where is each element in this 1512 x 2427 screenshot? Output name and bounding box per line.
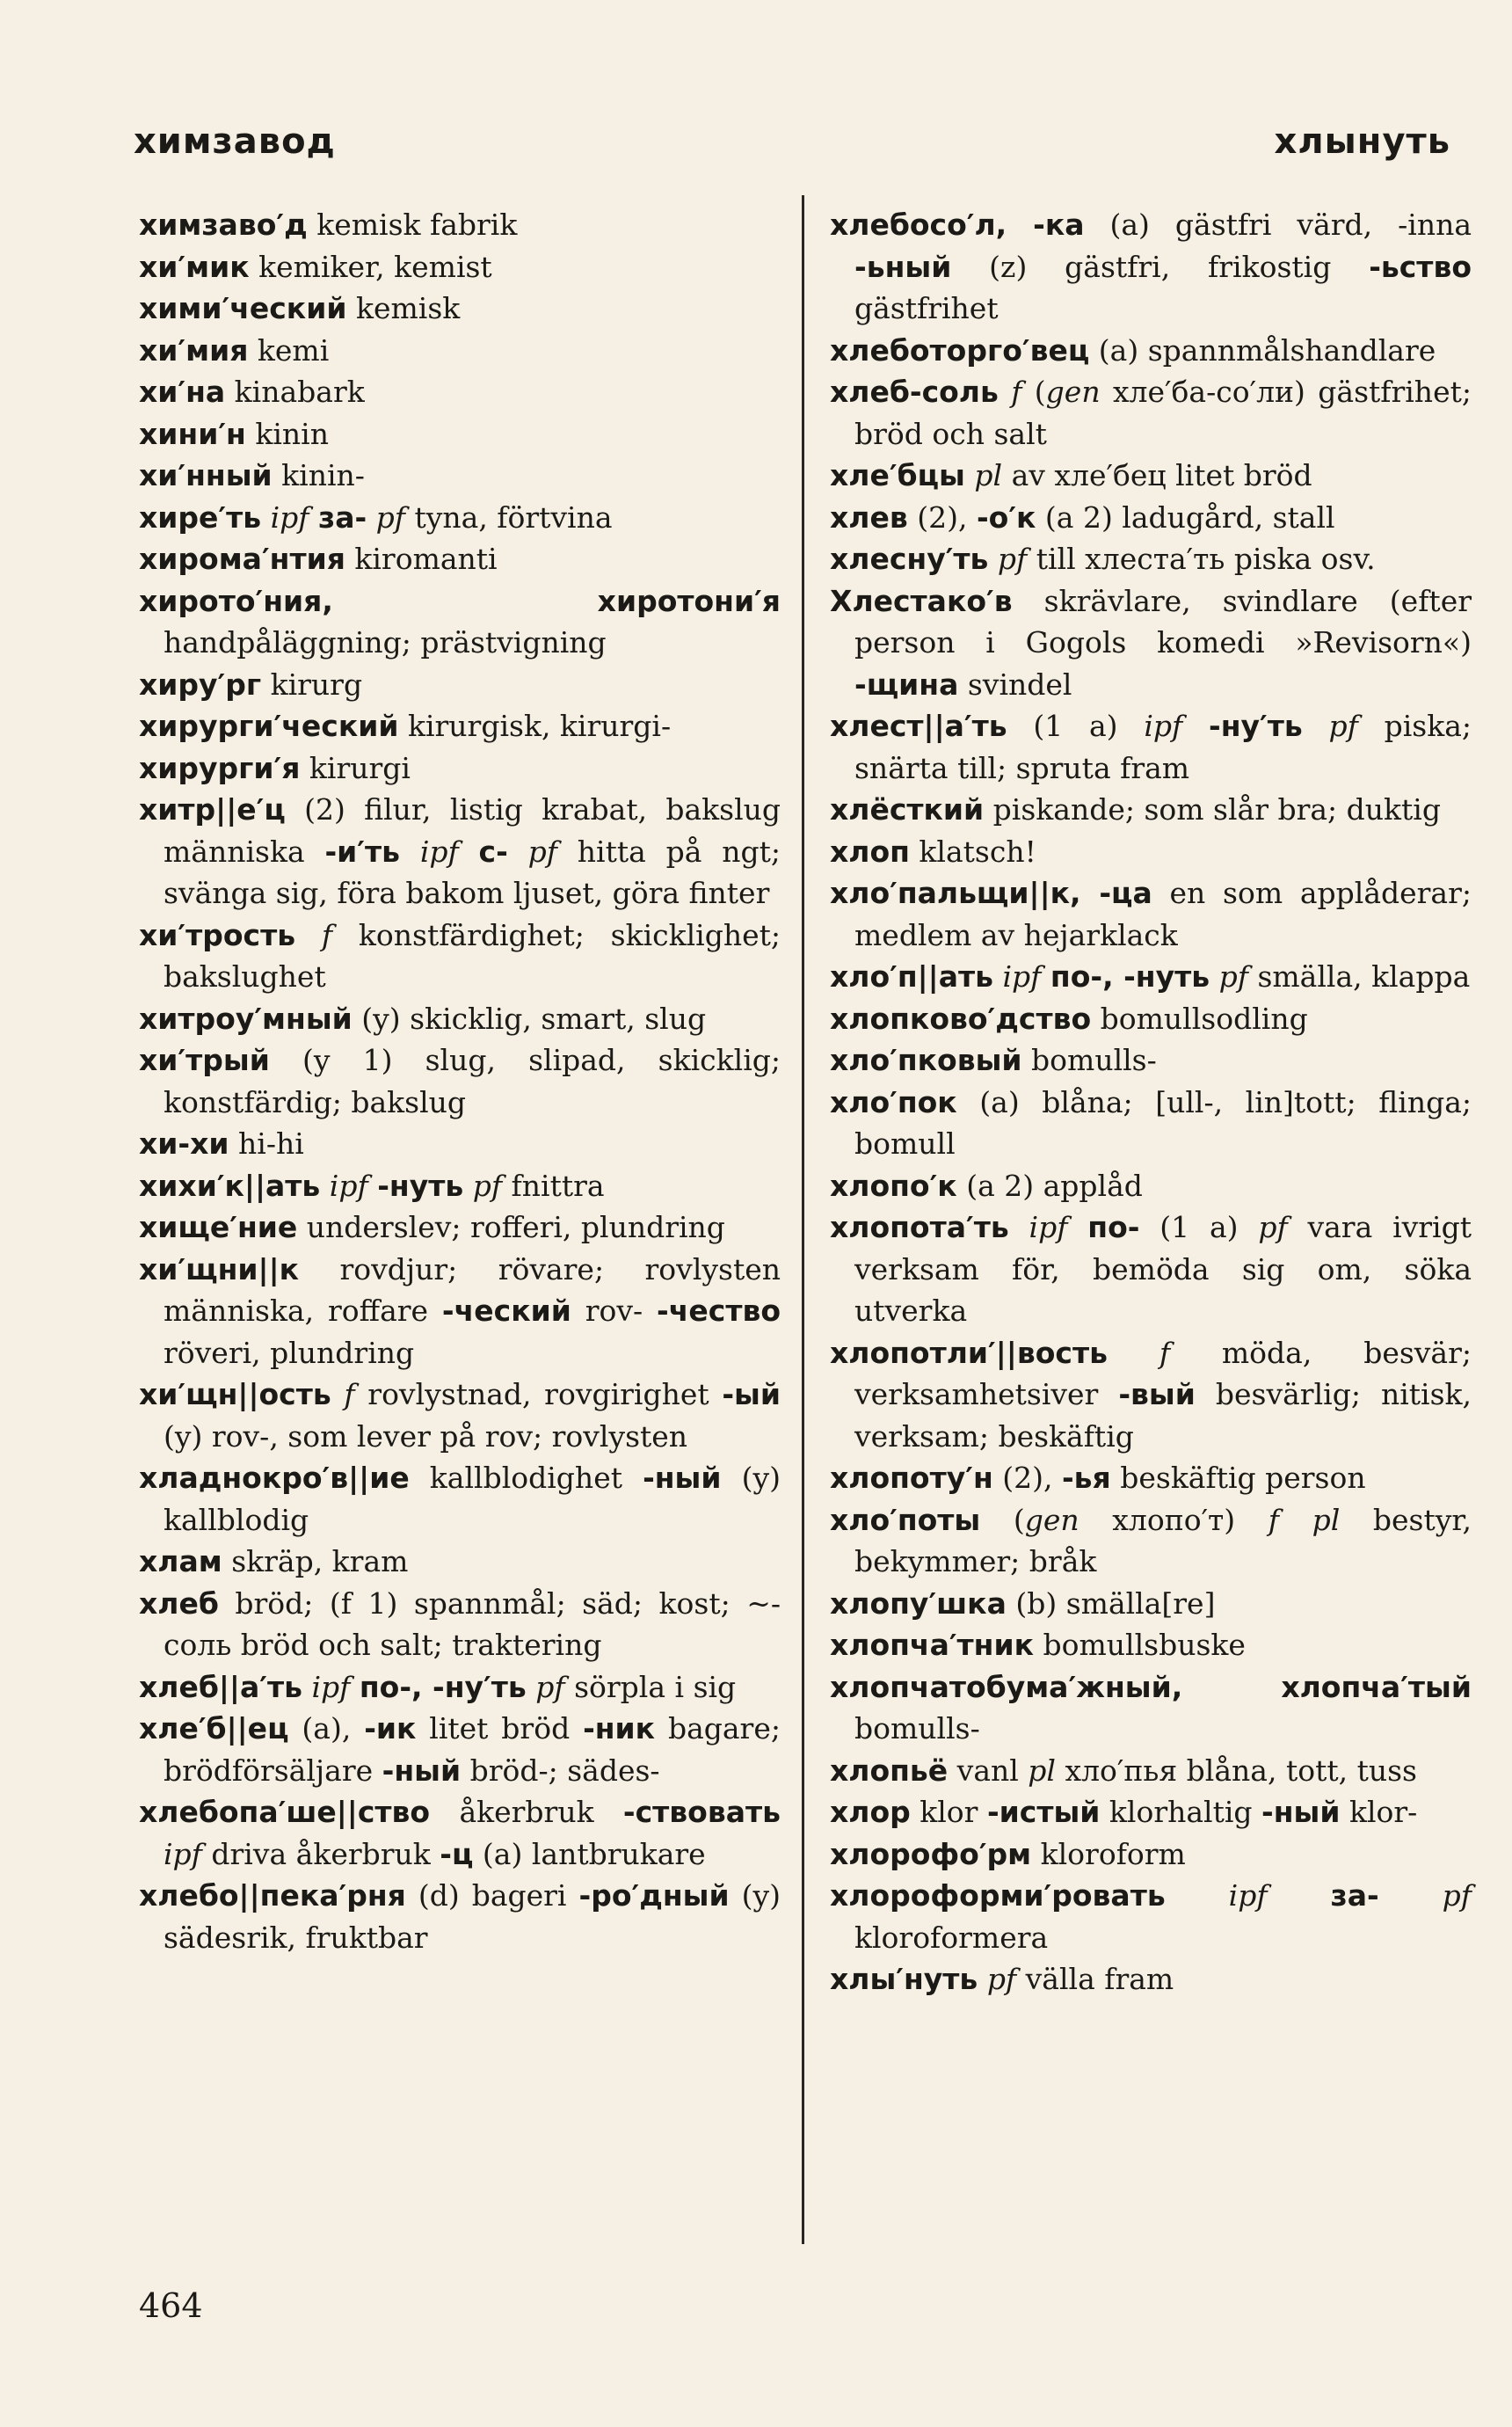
definition-text: rovdjur; rövare; rovlysten människa, roffare xyxy=(164,1251,781,1328)
dictionary-entry xyxy=(830,1165,1472,1207)
definition-text xyxy=(978,1962,987,1996)
headword: хло′пковый xyxy=(830,1043,1022,1077)
headword: хладнокро′в||ие xyxy=(139,1461,410,1495)
definition-text: handpåläggning; prästvigning xyxy=(164,625,607,660)
dictionary-entry xyxy=(139,1165,781,1207)
right-column xyxy=(830,204,1472,2001)
page-number: 464 xyxy=(139,2286,203,2325)
dictionary-entry xyxy=(830,497,1472,539)
dictionary-entry xyxy=(139,1374,781,1457)
definition-text xyxy=(367,500,376,535)
dictionary-entry xyxy=(139,998,781,1040)
grammar-label: gen xyxy=(1024,1502,1079,1537)
headword: хло′п||ать xyxy=(830,959,993,994)
dictionary-entry xyxy=(830,455,1472,497)
grammar-label: pf xyxy=(527,834,557,869)
definition-text xyxy=(1009,1210,1029,1244)
definition-text: (y) skicklig, smart, slug xyxy=(352,1001,707,1036)
definition-text: tyna, förtvina xyxy=(405,499,613,535)
definition-text: kemisk fabrik xyxy=(307,208,518,242)
headword: -нуть xyxy=(377,1168,464,1203)
definition-text: kemisk xyxy=(346,291,461,325)
definition-text: kemiker, kemist xyxy=(249,249,492,284)
dictionary-entry xyxy=(830,1875,1472,1958)
headword: хлорофо′рм xyxy=(830,1836,1032,1871)
definition-text: (2), xyxy=(907,499,977,535)
dictionary-entry xyxy=(830,998,1472,1040)
dictionary-entry xyxy=(139,413,781,456)
definition-text: (y) kallblodig xyxy=(164,1461,781,1537)
headword: -ц xyxy=(440,1836,474,1871)
definition-text: bomullsbuske xyxy=(1034,1628,1246,1662)
headword: хлеб||а′ть xyxy=(139,1669,302,1704)
dictionary-entry xyxy=(139,915,781,998)
headword: хлебопа′ше||ство xyxy=(139,1795,431,1829)
definition-text xyxy=(1067,1210,1087,1244)
grammar-label: ipf xyxy=(419,834,459,869)
definition-text: driva åkerbruk xyxy=(201,1836,440,1871)
headword: хлев xyxy=(830,499,908,535)
dictionary-entry xyxy=(830,1039,1472,1082)
headword: по-, -нуть xyxy=(1050,959,1210,994)
definition-text xyxy=(999,375,1011,409)
dictionary-entry xyxy=(139,538,781,580)
grammar-label: pl xyxy=(1028,1753,1056,1788)
dictionary-entry xyxy=(139,330,781,372)
headword: хлам xyxy=(139,1544,222,1578)
definition-text xyxy=(350,1670,360,1704)
definition-text: vara ivrigt verksam för, bemöda sig om, söka utverka xyxy=(854,1210,1472,1328)
definition-text: kirurg xyxy=(261,667,363,702)
definition-text: (y) rov-, som lever på rov; rovlysten xyxy=(164,1418,688,1454)
definition-text: litet bröd xyxy=(416,1711,584,1746)
definition-text: beskäftig person xyxy=(1110,1461,1366,1495)
definition-text xyxy=(1379,1878,1443,1913)
headword: -истый xyxy=(986,1795,1101,1829)
dictionary-entry xyxy=(830,1624,1472,1666)
definition-text: piskande; som slår bra; duktig xyxy=(984,792,1441,827)
definition-text xyxy=(1303,709,1329,743)
definition-text xyxy=(295,918,322,952)
headword: Хлестако′в xyxy=(830,583,1013,618)
headword: хлоп xyxy=(830,834,910,869)
definition-text: hi-hi xyxy=(229,1126,304,1161)
definition-text xyxy=(320,1169,330,1203)
dictionary-entry xyxy=(139,1708,781,1791)
definition-text: ( xyxy=(1021,375,1046,409)
dictionary-entry xyxy=(139,246,781,288)
dictionary-entry xyxy=(830,1082,1472,1165)
definition-text: kemi xyxy=(248,332,330,368)
definition-text: välla fram xyxy=(1016,1962,1174,1996)
definition-text: (2) filur, listig krabat, bakslug människa xyxy=(164,792,781,869)
dictionary-entry xyxy=(830,204,1472,330)
headword: хлы′нуть xyxy=(830,1962,978,1996)
headword: хихи′к||ать xyxy=(139,1168,321,1203)
headword: хлороформи′ровать xyxy=(830,1878,1166,1913)
dictionary-entry xyxy=(139,664,781,706)
definition-text: kallblodighet xyxy=(409,1461,643,1495)
grammar-label: ipf xyxy=(1228,1878,1268,1913)
definition-text: kinin- xyxy=(272,458,365,492)
headword: хлопьё xyxy=(830,1753,949,1788)
dictionary-entry xyxy=(830,1206,1472,1332)
headword: -чество xyxy=(657,1294,781,1328)
headword: -ный xyxy=(382,1753,462,1788)
definition-text: ( xyxy=(980,1502,1025,1537)
grammar-label: f xyxy=(1159,1335,1171,1370)
headword: хи′щни||к xyxy=(139,1251,300,1286)
definition-text: piska; snärta till; spruta fram xyxy=(854,709,1472,785)
dictionary-entry xyxy=(830,1332,1472,1458)
definition-text: kinabark xyxy=(225,375,365,409)
dictionary-entry xyxy=(139,1791,781,1875)
definition-text xyxy=(459,835,479,869)
headword: хлопчатобума′жный, хлопча′тый xyxy=(830,1669,1472,1704)
dictionary-entry xyxy=(139,789,781,915)
definition-text: klatsch! xyxy=(909,834,1036,869)
grammar-label: pf xyxy=(1218,959,1248,994)
headword: хлопо′к xyxy=(830,1168,957,1203)
definition-text: (a) lantbrukare xyxy=(473,1836,706,1871)
dictionary-entry xyxy=(139,1206,781,1249)
headword: хлор xyxy=(830,1795,911,1829)
definition-text: fnittra xyxy=(502,1168,605,1203)
headword: -щина xyxy=(854,667,959,702)
headword: хитр||е′ц xyxy=(139,792,286,827)
headword: хирурги′я xyxy=(139,750,301,785)
definition-text: (a) gästfri värd, -inna xyxy=(1084,208,1472,242)
grammar-label: ipf xyxy=(270,499,309,535)
definition-text: хлопо′т) xyxy=(1079,1502,1268,1537)
definition-text: (y) sädesrik, fruktbar xyxy=(164,1878,781,1955)
grammar-label: pf xyxy=(472,1168,503,1203)
definition-text: kirurgi xyxy=(300,750,411,785)
definition-text: bestyr, bekymmer; bråk xyxy=(854,1502,1472,1578)
headword: -ьство xyxy=(1369,249,1472,284)
definition-text xyxy=(1182,709,1209,743)
grammar-label: pf xyxy=(1328,709,1358,743)
headword: хлесну′ть xyxy=(830,542,989,576)
definition-text: klor xyxy=(910,1795,987,1829)
definition-text: av хле′бец litet bröd xyxy=(1002,458,1312,492)
headword: хими′ческий xyxy=(139,291,347,325)
grammar-label: ipf xyxy=(1029,1210,1068,1244)
headword: хлопота′ть xyxy=(830,1210,1009,1244)
dictionary-entry xyxy=(139,371,781,413)
headword: -ческий xyxy=(441,1294,571,1328)
definition-text: besvärlig; nitisk, verksam; beskäftig xyxy=(854,1377,1472,1454)
definition-text xyxy=(302,1670,312,1704)
headword: -ник xyxy=(583,1711,656,1746)
dictionary-entry xyxy=(830,1958,1472,2001)
definition-text: rov- xyxy=(571,1294,658,1328)
definition-text: bomullsodling xyxy=(1091,1001,1308,1036)
headword: химзаво′д xyxy=(139,208,308,242)
headword: хирурги′ческий xyxy=(139,709,399,743)
grammar-label: f xyxy=(344,1377,355,1411)
dictionary-entry xyxy=(139,497,781,539)
definition-text xyxy=(1041,959,1050,994)
definition-text: klorhaltig xyxy=(1100,1795,1262,1829)
definition-text xyxy=(331,1377,345,1411)
dictionary-entry xyxy=(830,956,1472,998)
dictionary-entry xyxy=(830,831,1472,873)
definition-text xyxy=(988,542,998,576)
headword: хи′трость xyxy=(139,917,296,952)
column-rule xyxy=(802,195,804,2244)
headword: хире′ть xyxy=(139,499,262,535)
headword: хлопча′тник xyxy=(830,1628,1034,1662)
dictionary-entry xyxy=(139,1875,781,1958)
grammar-label: ipf xyxy=(329,1168,368,1203)
headword: хлебосо′л, -ка xyxy=(830,208,1085,242)
grammar-label: pf xyxy=(986,1962,1017,1996)
dictionary-entry xyxy=(830,705,1472,789)
headword: -ьный xyxy=(854,249,952,284)
dictionary-entry xyxy=(830,1791,1472,1833)
definition-text: svindel xyxy=(958,667,1072,702)
definition-text xyxy=(368,1169,378,1203)
running-head-right: хлынуть xyxy=(1274,121,1450,162)
headword: -ный xyxy=(1261,1795,1341,1829)
grammar-label: pf xyxy=(535,1669,565,1704)
dictionary-entry xyxy=(139,455,781,497)
definition-text: till хлеста′ть piska osv. xyxy=(1027,542,1376,576)
headword: -вый xyxy=(1118,1377,1196,1411)
dictionary-entry xyxy=(830,1583,1472,1625)
definition-text xyxy=(527,1670,536,1704)
definition-text: (a 2) ladugård, stall xyxy=(1036,499,1335,535)
definition-text: vanl xyxy=(948,1753,1029,1788)
dictionary-entry xyxy=(830,1457,1472,1499)
headword: по-, -ну′ть xyxy=(359,1669,527,1704)
definition-text xyxy=(463,1169,473,1203)
dictionary-entry xyxy=(139,1039,781,1123)
definition-text: (a 2) applåd xyxy=(956,1168,1143,1203)
headword: хи′мик xyxy=(139,249,250,284)
definition-text: rovlystnad, rovgirighet xyxy=(354,1377,723,1411)
headword: хиру′рг xyxy=(139,667,262,702)
dictionary-entry xyxy=(139,705,781,747)
definition-text: åkerbruk xyxy=(430,1795,623,1829)
definition-text: (a) spannmålshandlare xyxy=(1089,332,1436,368)
headword: хирото′ния, хиротони′я xyxy=(139,583,781,618)
headword: -ну′ть xyxy=(1209,709,1303,743)
definition-text: (a) blåna; [ull-, lin]tott; flinga; bomull xyxy=(854,1084,1472,1161)
definition-text: (1 a) xyxy=(1139,1210,1259,1244)
grammar-label: ipf xyxy=(164,1836,202,1871)
dictionary-entry xyxy=(139,288,781,330)
definition-text: bröd; (f 1) spannmål; säd; kost; ~-соль bröd och salt; traktering xyxy=(164,1585,781,1662)
headword: хи′мия xyxy=(139,332,249,368)
headword: хи′щн||ость xyxy=(139,1377,331,1411)
dictionary-entry xyxy=(830,330,1472,372)
headword: -ро′дный xyxy=(578,1878,730,1913)
definition-text: (b) smälla[re] xyxy=(1006,1585,1216,1621)
definition-text: (z) gästfri, frikostig xyxy=(951,249,1370,284)
headword: -и′ть xyxy=(324,834,400,869)
headword: -ик xyxy=(364,1711,417,1746)
grammar-label: f xyxy=(1011,375,1022,409)
dictionary-entry xyxy=(830,1666,1472,1750)
grammar-label: f xyxy=(321,917,333,952)
definition-text: хло′пья blåna, tott, tuss xyxy=(1055,1753,1417,1788)
headword: хло′пальщи||к, -ца xyxy=(830,876,1152,910)
definition-text: röveri, plundring xyxy=(164,1335,415,1370)
dictionary-entry xyxy=(830,580,1472,706)
headword: по- xyxy=(1087,1210,1140,1244)
definition-text: bröd-; sädes- xyxy=(461,1753,660,1788)
definition-text xyxy=(1210,959,1219,994)
definition-text: kloroform xyxy=(1031,1836,1186,1871)
dictionary-entry xyxy=(830,789,1472,831)
headword: хи′нный xyxy=(139,458,273,492)
headword: за- xyxy=(318,499,367,535)
grammar-label: f pl xyxy=(1268,1502,1341,1537)
definition-text xyxy=(309,500,319,535)
definition-text: sörpla i sig xyxy=(564,1669,737,1704)
dictionary-entry xyxy=(830,1499,1472,1583)
definition-text xyxy=(965,458,975,492)
headword: хитроу′мный xyxy=(139,1001,353,1036)
definition-text: underslev; rofferi, plundring xyxy=(297,1210,725,1244)
grammar-label: pf xyxy=(375,499,405,535)
definition-text: (a), xyxy=(288,1711,365,1746)
definition-text: skrävlare, svindlare (efter person i Gogols komedi »Revisorn«) xyxy=(854,583,1472,660)
definition-text: möda, besvär; verksamhetsiver xyxy=(854,1335,1472,1411)
grammar-label: pl xyxy=(974,458,1003,492)
definition-text: (1 a) xyxy=(1007,709,1145,743)
headword: -ный xyxy=(643,1461,722,1495)
dictionary-entry xyxy=(139,1541,781,1583)
definition-text: bomulls- xyxy=(1021,1043,1157,1077)
dictionary-entry xyxy=(830,1750,1472,1792)
headword: -ствовать xyxy=(622,1795,781,1829)
dictionary-entry xyxy=(139,747,781,790)
definition-text: kloroformera xyxy=(854,1920,1049,1955)
definition-text xyxy=(261,500,271,535)
headword: хло′поты xyxy=(830,1502,981,1537)
grammar-label: ipf xyxy=(1144,709,1183,743)
definition-text xyxy=(993,959,1003,994)
dictionary-entry xyxy=(139,1457,781,1541)
definition-text: skräp, kram xyxy=(222,1544,409,1578)
dictionary-entry xyxy=(830,538,1472,580)
headword: хлеботорго′вец xyxy=(830,332,1090,368)
left-column xyxy=(139,204,781,1958)
headword: с- xyxy=(478,834,508,869)
headword: хи′трый xyxy=(139,1043,270,1077)
dictionary-entry xyxy=(139,1249,781,1374)
definition-text xyxy=(1108,1336,1159,1370)
dictionary-entry xyxy=(139,204,781,246)
headword: хи-хи xyxy=(139,1126,229,1161)
headword: хлеб xyxy=(139,1585,219,1621)
headword: хище′ние xyxy=(139,1210,298,1244)
definition-text: kinin xyxy=(245,416,329,451)
definition-text: kirurgisk, kirurgi- xyxy=(398,709,672,743)
dictionary-entry xyxy=(139,1583,781,1666)
definition-text xyxy=(400,835,420,869)
definition-text: kiromanti xyxy=(345,542,498,576)
headword: хлопково′дство xyxy=(830,1001,1092,1036)
headword: хлопу′шка xyxy=(830,1585,1007,1621)
definition-text: smälla, klappa xyxy=(1247,959,1471,994)
definition-text xyxy=(508,835,528,869)
definition-text: хле′ба-со′ли) gästfrihet; bröd och salt xyxy=(854,375,1472,451)
definition-text xyxy=(1268,1878,1331,1913)
headword: хини′н xyxy=(139,416,246,451)
headword: хлёсткий xyxy=(830,792,985,827)
definition-text xyxy=(1166,1878,1229,1913)
headword: хлебо||пека′рня xyxy=(139,1878,406,1913)
grammar-label: pf xyxy=(997,542,1028,576)
definition-text: hitta på ngt; svänga sig, föra bakom ljuset, göra finter xyxy=(164,834,781,910)
headword: хло′пок xyxy=(830,1084,957,1119)
definition-text: (d) bageri xyxy=(405,1878,579,1913)
headword: хле′б||ец xyxy=(139,1711,289,1746)
dictionary-entry xyxy=(139,1123,781,1165)
headword: хи′на xyxy=(139,375,226,409)
grammar-label: ipf xyxy=(311,1669,351,1704)
definition-text: bagare; brödförsäljare xyxy=(164,1711,781,1788)
dictionary-entry xyxy=(830,371,1472,455)
dictionary-entry xyxy=(139,1666,781,1709)
dictionary-entry xyxy=(139,580,781,664)
grammar-label: pf xyxy=(1442,1878,1472,1913)
grammar-label: ipf xyxy=(1002,959,1042,994)
headword: хирома′нтия xyxy=(139,542,345,576)
grammar-label: gen xyxy=(1045,375,1101,409)
headword: -о′к xyxy=(976,499,1036,535)
definition-text: bomulls- xyxy=(854,1711,980,1746)
dictionary-entry xyxy=(830,872,1472,956)
headword: за- xyxy=(1330,1878,1379,1913)
headword: хлопотли′||вость xyxy=(830,1335,1108,1370)
definition-text: konstfärdighet; skicklighet; bakslughet xyxy=(164,917,781,994)
definition-text: en som applåderar; medlem av hejarklack xyxy=(854,876,1472,952)
running-head-left: химзавод xyxy=(134,121,336,162)
headword: хлеб-соль xyxy=(830,375,999,409)
grammar-label: pf xyxy=(1258,1210,1288,1244)
definition-text: gästfrihet xyxy=(854,291,999,325)
definition-text: (2), xyxy=(992,1461,1062,1495)
dictionary-entry xyxy=(830,1833,1472,1876)
headword: хлопоту′н xyxy=(830,1461,993,1495)
definition-text: klor- xyxy=(1340,1795,1418,1829)
headword: -ья xyxy=(1061,1461,1111,1495)
headword: -ый xyxy=(722,1377,781,1411)
headword: хле′бцы xyxy=(830,458,965,492)
headword: хлест||а′ть xyxy=(830,709,1007,743)
definition-text: (y 1) slug, slipad, skicklig; konstfärdig; bakslug xyxy=(164,1043,781,1119)
